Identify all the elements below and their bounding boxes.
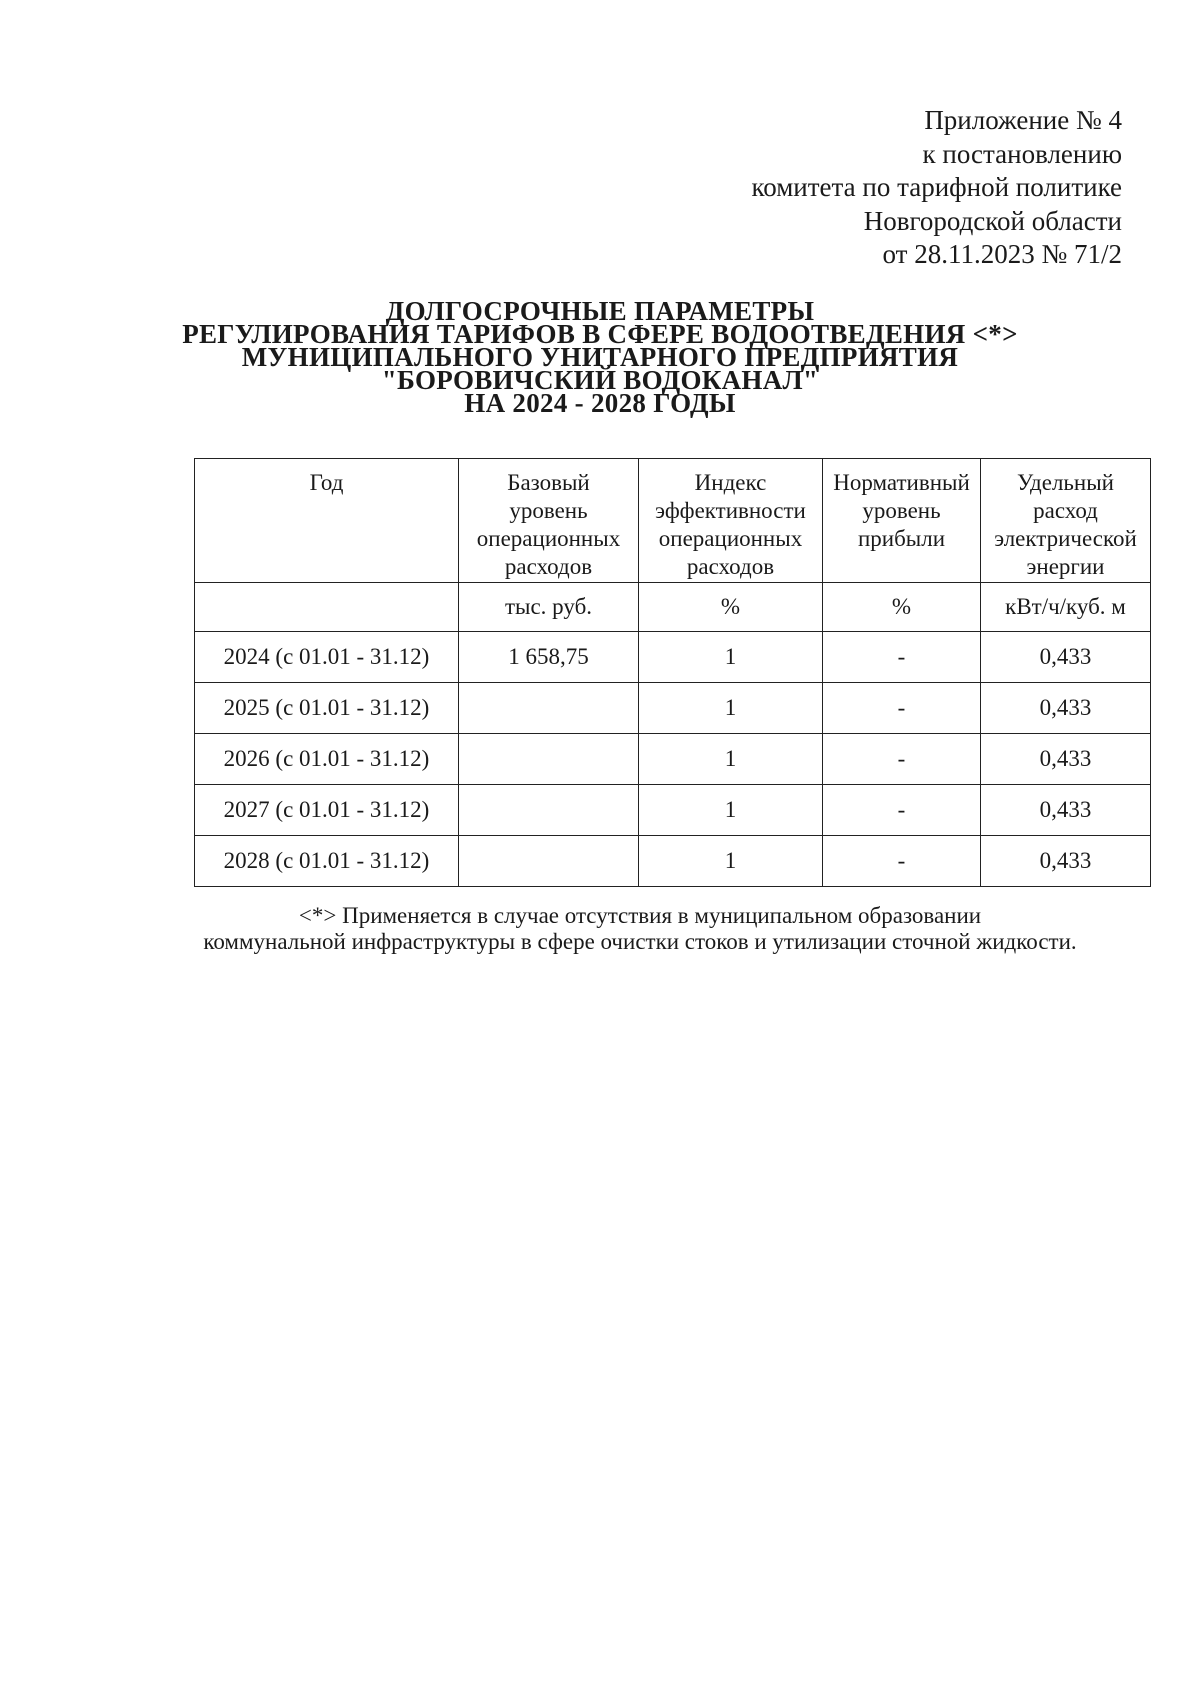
- appendix-number: Приложение № 4: [924, 105, 1122, 135]
- cell-base: 1 658,75: [459, 632, 639, 683]
- header-year: Год: [195, 459, 459, 583]
- appendix-region: Новгородской области: [863, 205, 1122, 236]
- header-profit-level: Нормативный уровень прибыли: [823, 459, 981, 583]
- table-row: [195, 683, 1151, 734]
- table-units-row: [195, 583, 1151, 632]
- cell-profit: -: [823, 734, 981, 785]
- cell-specific: 0,433: [981, 683, 1151, 734]
- table-header-row: [195, 459, 1151, 583]
- cell-profit: -: [823, 836, 981, 887]
- cell-specific: 0,433: [981, 734, 1151, 785]
- cell-specific: 0,433: [981, 632, 1151, 683]
- table-row: [195, 734, 1151, 785]
- cell-year: 2025 (с 01.01 - 31.12): [195, 683, 459, 734]
- cell-year: 2027 (с 01.01 - 31.12): [195, 785, 459, 836]
- cell-index: 1: [639, 632, 823, 683]
- cell-profit: -: [823, 683, 981, 734]
- header-base-opex: Базовый уровень операционных расходов: [459, 459, 639, 583]
- cell-index: 1: [639, 734, 823, 785]
- title-line-5: НА 2024 - 2028 ГОДЫ: [464, 388, 736, 418]
- document-title: [150, 296, 1050, 418]
- footnote-line-2: коммунальной инфраструктуры в сфере очистки стоков и утилизации сточной жидкости.: [203, 929, 1077, 954]
- cell-index: 1: [639, 683, 823, 734]
- table-row: [195, 836, 1151, 887]
- cell-base: [459, 785, 639, 836]
- unit-base: тыс. руб.: [459, 583, 639, 632]
- footnote-line-1: <*> Применяется в случае отсутствия в муниципальном образовании: [298, 903, 982, 928]
- cell-index: 1: [639, 836, 823, 887]
- footnote: [150, 903, 1130, 955]
- cell-index: 1: [639, 785, 823, 836]
- table-row: [195, 632, 1151, 683]
- cell-year: 2024 (с 01.01 - 31.12): [195, 632, 459, 683]
- appendix-resolution-ref: к постановлению: [922, 138, 1122, 169]
- unit-year: [195, 583, 459, 632]
- appendix-committee: комитета по тарифной политике: [751, 172, 1122, 202]
- table-row: [195, 785, 1151, 836]
- title-line-3: МУНИЦИПАЛЬНОГО УНИТАРНОГО ПРЕДПРИЯТИЯ: [241, 342, 959, 372]
- cell-specific: 0,433: [981, 836, 1151, 887]
- header-specific-energy: Удельный расход электрической энергии: [981, 459, 1151, 583]
- cell-year: 2028 (с 01.01 - 31.12): [195, 836, 459, 887]
- unit-profit: %: [823, 583, 981, 632]
- parameters-table: [194, 458, 1151, 887]
- cell-profit: -: [823, 632, 981, 683]
- cell-year: 2026 (с 01.01 - 31.12): [195, 734, 459, 785]
- cell-profit: -: [823, 785, 981, 836]
- appendix-date: от 28.11.2023 № 71/2: [882, 239, 1122, 269]
- title-line-1: ДОЛГОСРОЧНЫЕ ПАРАМЕТРЫ: [385, 296, 815, 326]
- title-line-2: РЕГУЛИРОВАНИЯ ТАРИФОВ В СФЕРЕ ВОДООТВЕДЕНИЯ <*>: [182, 319, 1018, 349]
- cell-base: [459, 836, 639, 887]
- title-line-4: "БОРОВИЧСКИЙ ВОДОКАНАЛ": [381, 365, 819, 395]
- header-efficiency-index: Индекс эффективности операционных расходов: [639, 459, 823, 583]
- appendix-header: [751, 104, 1122, 272]
- unit-specific: кВт/ч/куб. м: [981, 583, 1151, 632]
- unit-index: %: [639, 583, 823, 632]
- cell-base: [459, 683, 639, 734]
- cell-specific: 0,433: [981, 785, 1151, 836]
- cell-base: [459, 734, 639, 785]
